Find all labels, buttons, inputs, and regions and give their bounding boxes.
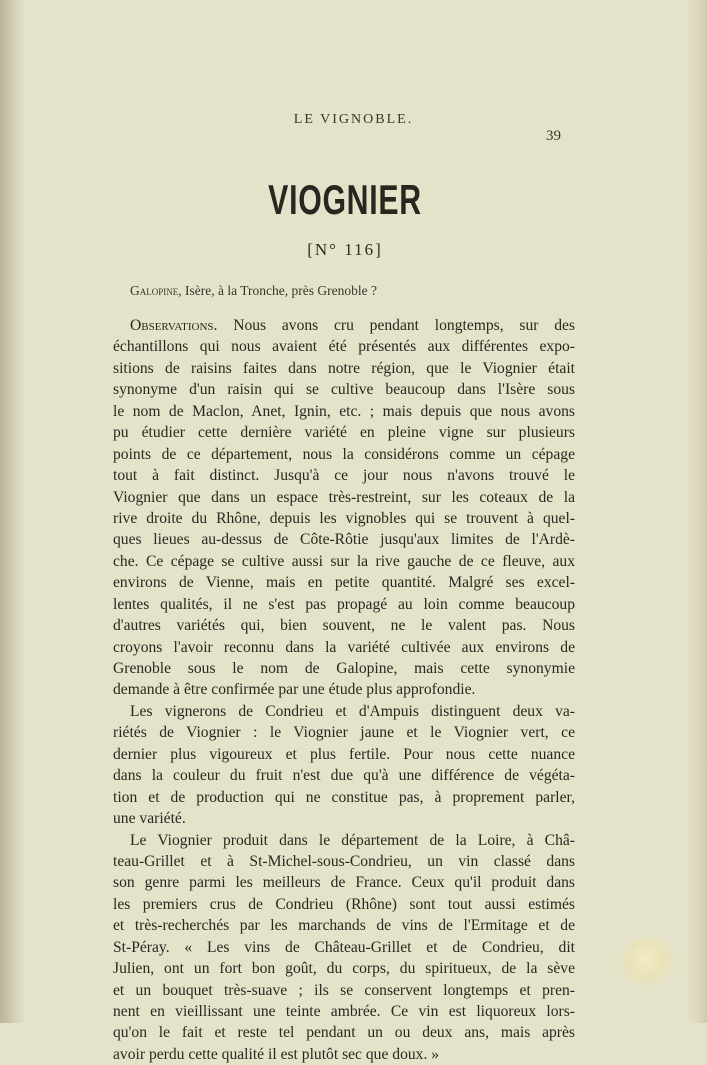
body-line: nent en vieillissant une teinte ambrée. Ce vin est liquoreux lors- (113, 1003, 575, 1020)
body-line: qu'on le fait et reste tel pendant un ou deux ans, mais après (113, 1024, 575, 1042)
body-line: sitions de raisins faites dans notre région, que le Viognier était (113, 359, 575, 377)
body-line: ques lieues au-dessus de Côte-Rôtie jusqu'aux limites de l'Ardè- (113, 531, 575, 549)
body-line: Grenoble sous le nom de Galopine, mais cette synonymie (113, 660, 575, 677)
body-line: les premiers crus de Condrieu (Rhône) sont tout aussi estimés (113, 895, 575, 913)
body-line: tout à fait distinct. Jusqu'à ce jour nous n'avons trouvé le (113, 467, 575, 485)
body-line: rive droite du Rhône, depuis les vignobles qui se trouvent à quel- (113, 509, 575, 527)
body-line: che. Ce cépage se cultive aussi sur la rive gauche de ce fleuve, aux (113, 552, 575, 570)
body-line: teau-Grillet et à St-Michel-sous-Condrieu, un vin classé dans (113, 852, 575, 870)
body-line: dernier plus vigoureux et plus fertile. Pour nous cette nuance (113, 745, 575, 763)
synonym-line (130, 283, 377, 299)
body-line: d'autres variétés qui, bien souvent, ne le valent pas. Nous (113, 617, 575, 635)
body-line: croyons l'avoir reconnu dans la variété cultivée aux environs de (113, 638, 575, 656)
body-line: lentes qualités, il ne s'est pas propagé au loin comme beaucoup (113, 595, 575, 613)
body-line: et un bouquet très-suave ; ils se conservent longtemps et pren- (113, 981, 575, 999)
body-line: synonyme d'un raisin qui se cultive beaucoup dans l'Isère sous (113, 381, 575, 399)
body-text (113, 315, 575, 1065)
entry-title: VIOGNIER (268, 176, 422, 223)
body-line: points de ce département, nous la considérons comme un cépage (113, 445, 575, 463)
body-line: Julien, ont un fort bon goût, du corps, du spiritueux, de la sève (113, 960, 575, 978)
body-line: Le Viognier produit dans le département de la Loire, à Châ- (130, 831, 575, 849)
body-line: échantillons qui nous avaient été présentés aux différentes expo- (113, 338, 575, 356)
running-head: LE VIGNOBLE. (293, 112, 414, 127)
body-line: pu étudier cette dernière variété en pleine vigne sur plusieurs (113, 424, 575, 442)
body-line: une variété. (113, 810, 186, 828)
body-line: St-Péray. « Les vins de Château-Grillet et de Condrieu, dit (113, 938, 575, 956)
observations-text: Nous avons cru pendant longtemps, sur des (217, 317, 575, 334)
entry-number: [N° 116] (307, 240, 383, 259)
body-line: tion et de production qui ne constitue pas, à proprement parler, (113, 788, 575, 806)
body-line: son genre parmi les meilleurs de France. Ceux qu'il produit dans (113, 874, 575, 892)
body-line: Viognier que dans un espace très-restreint, sur les coteaux de la (113, 488, 575, 506)
synonym-name: Galopine (130, 283, 179, 298)
body-line: avoir perdu cette qualité il est plutôt sec que doux. » (113, 1045, 440, 1063)
body-line: dans la couleur du fruit n'est due qu'à une différence de végéta- (113, 767, 575, 785)
body-line: et très-recherchés par les marchands de vins de l'Ermitage et de (113, 917, 575, 935)
page-right-edge-shadow (685, 0, 707, 1023)
observations-label: Observations. (130, 317, 218, 334)
synonym-location: , Isère, à la Tronche, près Grenoble ? (178, 283, 377, 298)
body-line: le nom de Maclon, Anet, Ignin, etc. ; mais depuis que nous avons (113, 402, 575, 420)
page-left-edge-shadow (0, 0, 26, 1023)
body-line: Les vignerons de Condrieu et d'Ampuis distinguent deux va- (130, 702, 575, 720)
body-line: demande à être confirmée par une étude plus approfondie. (113, 681, 476, 699)
body-line: riétés de Viognier : le Viognier jaune et le Viognier vert, ce (113, 724, 575, 742)
body-line (113, 315, 575, 336)
paper-stain (622, 938, 676, 986)
page-number: 39 (546, 128, 561, 144)
body-line: environs de Vienne, mais en petite quantité. Malgré ses excel- (113, 574, 575, 592)
